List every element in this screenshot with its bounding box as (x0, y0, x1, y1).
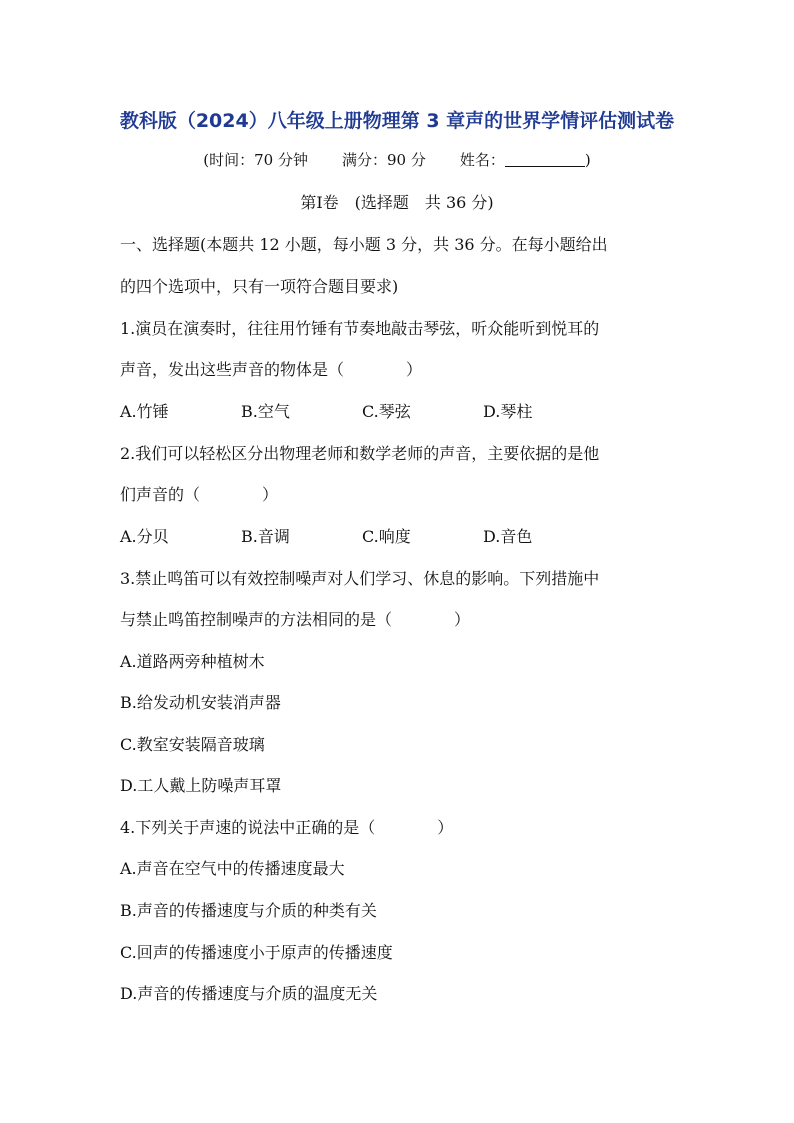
question-3-close: ） (454, 610, 471, 629)
question-2-line-2 (120, 482, 278, 505)
question-4-option-a: A.声音在空气中的传播速度最大 (120, 859, 345, 878)
question-2-options (120, 524, 604, 547)
option-c: C.琴弦 (362, 402, 411, 421)
option-b: B.空气 (241, 402, 290, 421)
question-3-option-b: B.给发动机安装消声器 (120, 693, 281, 712)
question-4-option-c: C.回声的传播速度小于原声的传播速度 (120, 943, 393, 962)
name-blank[interactable] (505, 152, 585, 167)
question-1-line-1: 1.演员在演奏时，往往用竹锤有节奏地敲击琴弦，听众能听到悦耳的 (120, 319, 600, 338)
question-3-option-c: C.教室安装隔音玻璃 (120, 735, 265, 754)
exam-meta (0, 149, 794, 170)
question-3-stem: 与禁止鸣笛控制噪声的方法相同的是（ (120, 610, 393, 629)
name-label: 姓名： (459, 151, 505, 169)
question-1-options (120, 399, 604, 422)
question-4-stem: 4.下列关于声速的说法中正确的是（ (120, 818, 376, 837)
question-4-option-d: D.声音的传播速度与介质的温度无关 (120, 984, 378, 1003)
exam-title: 教科版（2024）八年级上册物理第 3 章声的世界学情评估测试卷 (119, 110, 675, 132)
question-4-close: ） (437, 818, 454, 837)
question-4-option-b: B.声音的传播速度与介质的种类有关 (120, 901, 377, 920)
question-1-line-2 (120, 357, 422, 380)
option-d: D.琴柱 (483, 402, 533, 421)
option-a: A.竹锤 (120, 402, 169, 421)
section-heading: 第Ⅰ卷 (选择题 共 36 分) (300, 193, 494, 212)
question-3-line-1: 3.禁止鸣笛可以有效控制噪声对人们学习、休息的影响。下列措施中 (120, 569, 600, 588)
instructions-line-2: 的四个选项中，只有一项符合题目要求) (120, 277, 399, 296)
question-1-stem: 声音，发出这些声音的物体是（ (120, 360, 345, 379)
question-3-line-2 (120, 607, 470, 630)
full-score: 满分：90 分 (341, 151, 426, 169)
question-2-close: ） (262, 485, 279, 504)
option-d: D.音色 (483, 527, 533, 546)
option-b: B.音调 (241, 527, 290, 546)
instructions-line-1: 一、选择题(本题共 12 小题，每小题 3 分，共 36 分。在每小题给出 (120, 235, 608, 254)
time-limit: (时间：70 分钟 (203, 151, 308, 169)
option-c: C.响度 (362, 527, 411, 546)
question-2-line-1: 2.我们可以轻松区分出物理老师和数学老师的声音，主要依据的是他 (120, 444, 600, 463)
question-1-close: ） (406, 360, 423, 379)
name-close: ) (584, 151, 591, 169)
question-4-line-1 (120, 815, 453, 838)
question-3-option-d: D.工人戴上防噪声耳罩 (120, 776, 282, 795)
question-2-stem: 们声音的（ (120, 485, 201, 504)
question-3-option-a: A.道路两旁种植树木 (120, 652, 265, 671)
option-a: A.分贝 (120, 527, 169, 546)
